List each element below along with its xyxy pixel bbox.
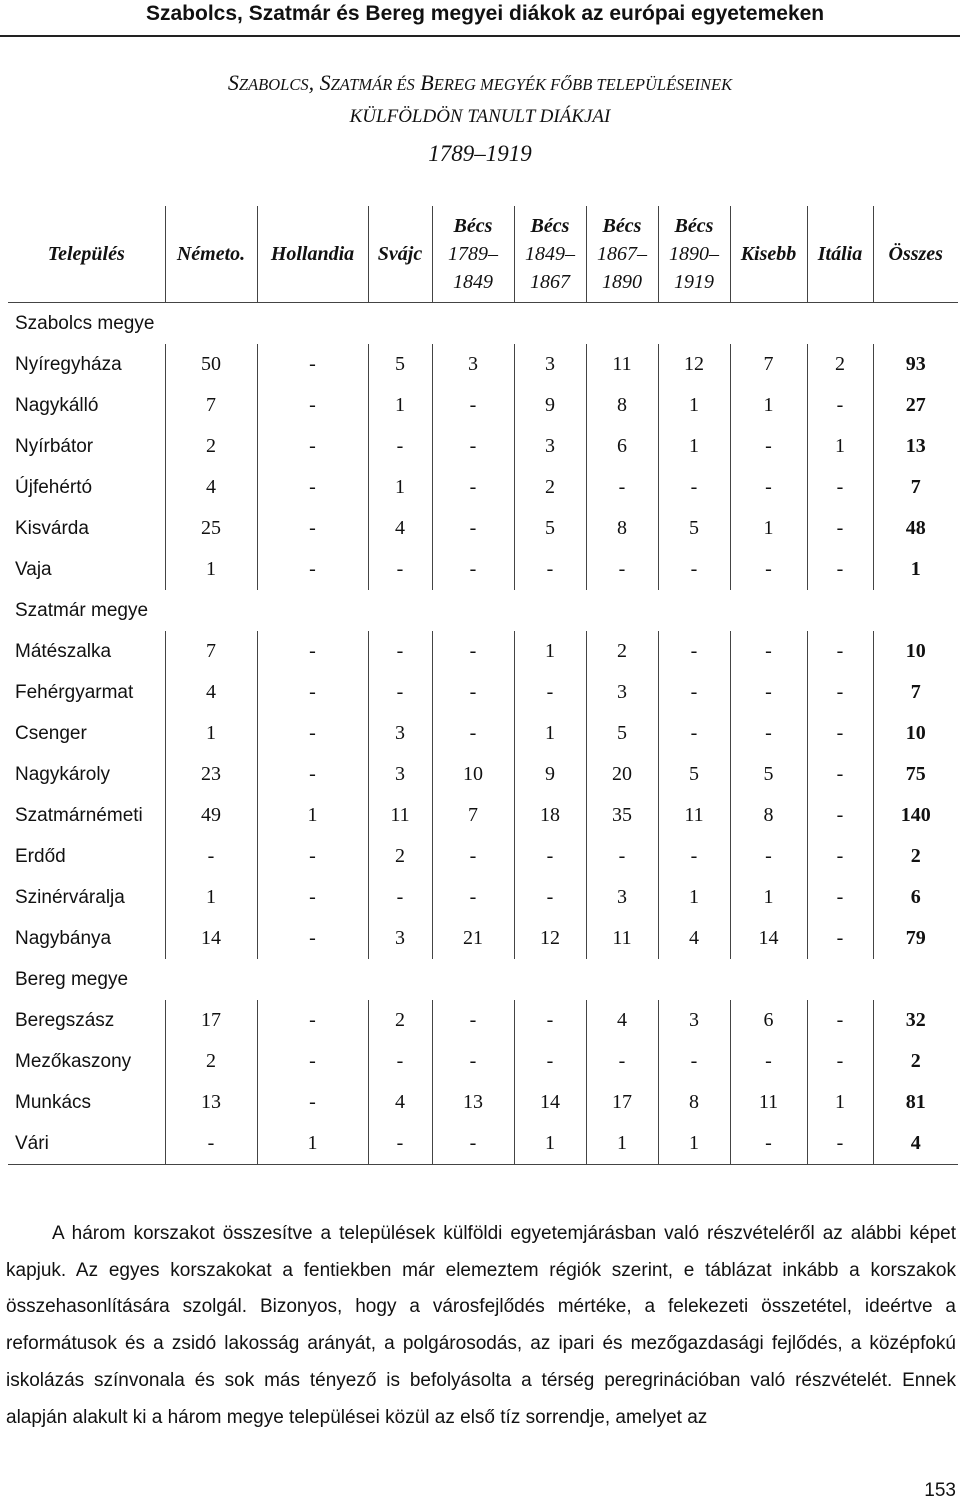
settlement-name: Nyíregyháza (15, 353, 122, 375)
table-title-line1: SZABOLCS, SZATMÁR ÉS BEREG MEGYÉK FŐBB TELEPÜLÉSEINEK (227, 70, 733, 95)
count-cell: - (730, 1123, 807, 1165)
count-cell: 3 (368, 918, 432, 959)
count-cell: - (730, 631, 807, 672)
count-cell: 9 (514, 754, 586, 795)
count-cell: - (730, 426, 807, 467)
header-becs-1849: Bécs 1849– 1867 (514, 206, 586, 303)
count-cell: 35 (586, 795, 658, 836)
count-cell: 2 (165, 426, 257, 467)
count-cell: 2 (368, 836, 432, 877)
total-cell: 13 (873, 426, 958, 467)
count-cell: - (730, 836, 807, 877)
count-cell: 25 (165, 508, 257, 549)
count-cell: 1 (658, 426, 730, 467)
count-cell: 13 (165, 1082, 257, 1123)
settlement-name: Nagybánya (15, 927, 112, 949)
header-becs-1789: Bécs 1789– 1849 (432, 206, 514, 303)
count-cell: - (257, 754, 368, 795)
count-cell: - (257, 918, 368, 959)
total-cell: 4 (873, 1123, 958, 1165)
total-cell: 1 (873, 549, 958, 590)
count-cell: 3 (432, 344, 514, 385)
header-rule (0, 35, 960, 37)
count-cell: - (257, 549, 368, 590)
count-cell: - (368, 631, 432, 672)
count-cell: - (432, 631, 514, 672)
count-cell: 18 (514, 795, 586, 836)
count-cell: - (514, 877, 586, 918)
count-cell: - (807, 795, 873, 836)
count-cell: - (257, 877, 368, 918)
count-cell: - (432, 385, 514, 426)
header-nemeto: Németo. (165, 206, 257, 303)
count-cell: 1 (165, 549, 257, 590)
count-cell: - (807, 1123, 873, 1165)
count-cell: 1 (257, 1123, 368, 1165)
count-cell: 17 (586, 1082, 658, 1123)
count-cell: 7 (165, 631, 257, 672)
count-cell: - (807, 672, 873, 713)
count-cell: - (432, 549, 514, 590)
count-cell: 3 (368, 754, 432, 795)
count-cell: 11 (586, 344, 658, 385)
total-cell: 27 (873, 385, 958, 426)
count-cell: - (807, 918, 873, 959)
count-cell: - (730, 549, 807, 590)
count-cell: 3 (586, 672, 658, 713)
settlement-name: Szatmárnémeti (15, 804, 143, 826)
count-cell: - (368, 1123, 432, 1165)
count-cell: 4 (586, 1000, 658, 1041)
section-title: Bereg megye (15, 968, 129, 990)
count-cell: - (807, 877, 873, 918)
table-row (8, 877, 958, 918)
count-cell: 6 (586, 426, 658, 467)
count-cell: 1 (368, 385, 432, 426)
count-cell: 11 (730, 1082, 807, 1123)
table-row (8, 1000, 958, 1041)
count-cell: 2 (586, 631, 658, 672)
total-cell: 75 (873, 754, 958, 795)
count-cell: - (730, 672, 807, 713)
count-cell: - (514, 672, 586, 713)
count-cell: - (257, 385, 368, 426)
count-cell: 1 (807, 1082, 873, 1123)
section-title: Szatmár megye (15, 599, 149, 621)
count-cell: 14 (730, 918, 807, 959)
count-cell: - (432, 1123, 514, 1165)
count-cell: - (586, 836, 658, 877)
count-cell: 11 (368, 795, 432, 836)
table-body (8, 303, 958, 1165)
section-row (8, 590, 958, 631)
table-row (8, 549, 958, 590)
header-hollandia: Hollandia (257, 206, 368, 303)
count-cell: 8 (730, 795, 807, 836)
header-italia: Itália (807, 206, 873, 303)
count-cell: - (586, 467, 658, 508)
count-cell: 1 (586, 1123, 658, 1165)
table-row (8, 467, 958, 508)
count-cell: - (807, 467, 873, 508)
table-row (8, 508, 958, 549)
count-cell: 1 (658, 385, 730, 426)
count-cell: 17 (165, 1000, 257, 1041)
count-cell: - (257, 631, 368, 672)
count-cell: - (368, 1041, 432, 1082)
total-cell: 81 (873, 1082, 958, 1123)
count-cell: - (658, 1041, 730, 1082)
count-cell: - (807, 631, 873, 672)
settlement-name: Mátészalka (15, 640, 112, 662)
count-cell: 5 (658, 754, 730, 795)
count-cell: - (658, 713, 730, 754)
count-cell: 7 (730, 344, 807, 385)
table-row (8, 1082, 958, 1123)
count-cell: - (257, 426, 368, 467)
count-cell: - (514, 836, 586, 877)
count-cell: - (730, 1041, 807, 1082)
settlement-name: Erdőd (15, 845, 66, 867)
section-row (8, 959, 958, 1000)
count-cell: - (807, 1041, 873, 1082)
count-cell: 1 (165, 877, 257, 918)
table-row (8, 426, 958, 467)
table-row (8, 795, 958, 836)
count-cell: 4 (658, 918, 730, 959)
count-cell: - (432, 1041, 514, 1082)
count-cell: 2 (514, 467, 586, 508)
count-cell: - (257, 344, 368, 385)
table-row (8, 672, 958, 713)
header-svajc: Svájc (368, 206, 432, 303)
count-cell: 3 (514, 344, 586, 385)
count-cell: 8 (658, 1082, 730, 1123)
settlement-name: Vaja (15, 558, 52, 580)
count-cell: 50 (165, 344, 257, 385)
count-cell: - (432, 836, 514, 877)
header-kisebb: Kisebb (730, 206, 807, 303)
count-cell: - (368, 549, 432, 590)
table-row (8, 836, 958, 877)
table-row (8, 754, 958, 795)
count-cell: - (807, 385, 873, 426)
count-cell: - (432, 426, 514, 467)
count-cell: - (586, 1041, 658, 1082)
count-cell: 3 (586, 877, 658, 918)
count-cell: 1 (514, 1123, 586, 1165)
count-cell: - (432, 713, 514, 754)
count-cell: - (368, 877, 432, 918)
count-cell: 1 (165, 713, 257, 754)
count-cell: 14 (165, 918, 257, 959)
count-cell: 2 (807, 344, 873, 385)
total-cell: 6 (873, 877, 958, 918)
table-row (8, 631, 958, 672)
count-cell: 12 (514, 918, 586, 959)
count-cell: - (807, 836, 873, 877)
section-title: Szabolcs megye (8, 303, 958, 345)
count-cell: - (165, 836, 257, 877)
count-cell: - (807, 549, 873, 590)
count-cell: - (257, 672, 368, 713)
count-cell: - (658, 467, 730, 508)
count-cell: 4 (165, 467, 257, 508)
table-title-line2: KÜLFÖLDÖN TANULT DIÁKJAI (349, 106, 611, 127)
total-cell: 32 (873, 1000, 958, 1041)
count-cell: 4 (368, 1082, 432, 1123)
count-cell: 13 (432, 1082, 514, 1123)
count-cell: 5 (586, 713, 658, 754)
count-cell: - (658, 549, 730, 590)
total-cell: 7 (873, 467, 958, 508)
count-cell: 9 (514, 385, 586, 426)
count-cell: - (807, 508, 873, 549)
settlement-name: Nagykálló (15, 394, 99, 416)
count-cell: 1 (730, 385, 807, 426)
count-cell: - (432, 1000, 514, 1041)
count-cell: 12 (658, 344, 730, 385)
table-header-row (8, 206, 958, 303)
count-cell: 23 (165, 754, 257, 795)
header-osszes: Összes (873, 206, 958, 303)
count-cell: - (514, 1041, 586, 1082)
count-cell: - (368, 672, 432, 713)
total-cell: 10 (873, 713, 958, 754)
table-row (8, 385, 958, 426)
section-row (8, 303, 958, 345)
settlement-name: Nyírbátor (15, 435, 94, 457)
count-cell: - (257, 713, 368, 754)
table-row (8, 1041, 958, 1082)
count-cell: 1 (730, 508, 807, 549)
table-row (8, 1123, 958, 1165)
count-cell: 2 (165, 1041, 257, 1082)
header-becs-1890: Bécs 1890– 1919 (658, 206, 730, 303)
count-cell: - (807, 754, 873, 795)
count-cell: - (586, 549, 658, 590)
table-title-years: 1789–1919 (428, 141, 532, 166)
running-header: Szabolcs, Szatmár és Bereg megyei diákok az európai egyetemeken (146, 2, 825, 25)
count-cell: 1 (514, 631, 586, 672)
settlement-name: Csenger (15, 722, 87, 744)
count-cell: 1 (658, 877, 730, 918)
count-cell: 6 (730, 1000, 807, 1041)
count-cell: - (165, 1123, 257, 1165)
settlement-name: Nagykároly (15, 763, 111, 785)
count-cell: - (257, 467, 368, 508)
settlement-name: Beregszász (15, 1009, 115, 1031)
settlement-name: Munkács (15, 1091, 92, 1113)
count-cell: - (432, 877, 514, 918)
total-cell: 7 (873, 672, 958, 713)
total-cell: 140 (873, 795, 958, 836)
data-table (8, 206, 958, 1165)
settlement-name: Vári (8, 1123, 165, 1165)
settlement-name: Mezőkaszony (15, 1050, 132, 1072)
table-row (8, 918, 958, 959)
count-cell: 8 (586, 385, 658, 426)
total-cell: 48 (873, 508, 958, 549)
table-row (8, 713, 958, 754)
count-cell: - (257, 836, 368, 877)
count-cell: 14 (514, 1082, 586, 1123)
count-cell: - (807, 713, 873, 754)
body-paragraph (6, 1216, 956, 1436)
table-row (8, 344, 958, 385)
count-cell: - (257, 1000, 368, 1041)
total-cell: 2 (873, 1041, 958, 1082)
count-cell: - (432, 508, 514, 549)
count-cell: 1 (257, 795, 368, 836)
count-cell: 21 (432, 918, 514, 959)
count-cell: 11 (658, 795, 730, 836)
count-cell: - (658, 631, 730, 672)
count-cell: 3 (514, 426, 586, 467)
count-cell: 1 (658, 1123, 730, 1165)
count-cell: - (730, 713, 807, 754)
count-cell: - (257, 1082, 368, 1123)
settlement-name: Szinérváralja (15, 886, 125, 908)
total-cell: 10 (873, 631, 958, 672)
total-cell: 2 (873, 836, 958, 877)
count-cell: 1 (807, 426, 873, 467)
count-cell: 3 (368, 713, 432, 754)
header-telepules: Település (47, 243, 125, 265)
count-cell: 11 (586, 918, 658, 959)
header-becs-1867: Bécs 1867– 1890 (586, 206, 658, 303)
count-cell: 5 (730, 754, 807, 795)
count-cell: - (432, 467, 514, 508)
count-cell: - (432, 672, 514, 713)
settlement-name: Fehérgyarmat (15, 681, 134, 703)
count-cell: 7 (165, 385, 257, 426)
count-cell: 1 (514, 713, 586, 754)
count-cell: - (658, 836, 730, 877)
count-cell: 4 (165, 672, 257, 713)
page-number: 153 (924, 1480, 956, 1501)
count-cell: 4 (368, 508, 432, 549)
paragraph-text: A három korszakot összesítve a települések külföldi egyetemjárásban való részvételéről az alábbi képet kapjuk. Az egyes korszakokat a fentiekben már elemeztem régiók szerint, e táblázat inkább a korszakok összehasonlítására szolgál. Bizonyos, hogy a városfejlődés mértéke, a felekezeti összetétel, ideértve a reformátusok és a zsidó lakosság arányát, a polgárosodás, az ipari és mezőgazdasági fejlődés, a középfokú iskolázás színvonala és sok más tényező is befolyásolta a térség peregrinációban való részvételét. Ennek alapján alakult ki a három megye települései közül az első tíz sorrendje, amelyet az (6, 1223, 956, 1428)
total-cell: 93 (873, 344, 958, 385)
count-cell: 8 (586, 508, 658, 549)
count-cell: - (658, 672, 730, 713)
count-cell: 10 (432, 754, 514, 795)
count-cell: 49 (165, 795, 257, 836)
count-cell: 5 (658, 508, 730, 549)
settlement-name: Kisvárda (15, 517, 89, 539)
count-cell: 3 (658, 1000, 730, 1041)
count-cell: - (730, 467, 807, 508)
count-cell: - (257, 1041, 368, 1082)
count-cell: - (257, 508, 368, 549)
count-cell: - (514, 1000, 586, 1041)
count-cell: 20 (586, 754, 658, 795)
count-cell: 7 (432, 795, 514, 836)
count-cell: - (807, 1000, 873, 1041)
count-cell: 5 (368, 344, 432, 385)
count-cell: 2 (368, 1000, 432, 1041)
total-cell: 79 (873, 918, 958, 959)
count-cell: 5 (514, 508, 586, 549)
count-cell: - (368, 426, 432, 467)
settlement-name: Újfehértó (15, 476, 93, 498)
count-cell: - (514, 549, 586, 590)
count-cell: 1 (368, 467, 432, 508)
count-cell: 1 (730, 877, 807, 918)
